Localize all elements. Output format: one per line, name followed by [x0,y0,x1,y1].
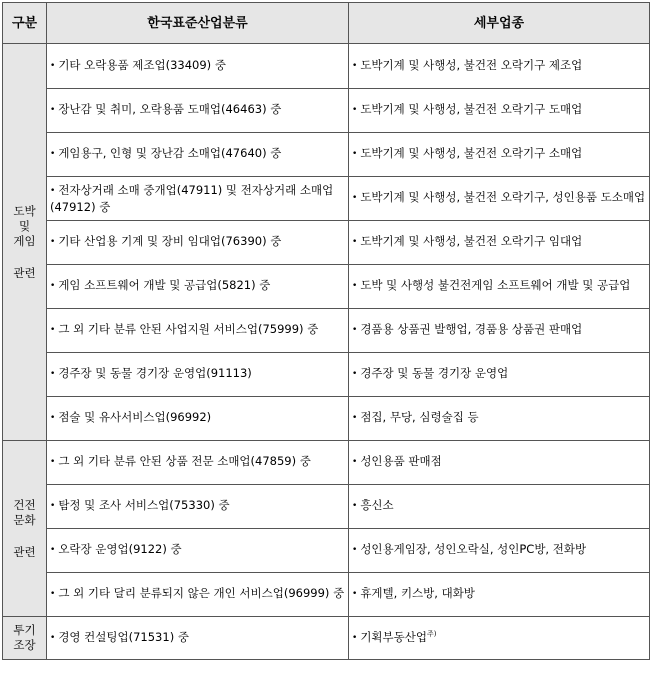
detail-cell: • 경품용 상품권 발행업, 경품용 상품권 판매업 [349,309,650,353]
industry-cell: • 그 외 기타 달리 분류되지 않은 개인 서비스업(96999) 중 [47,573,349,617]
bullet-icon: • [352,501,358,511]
bullet-icon: • [352,60,358,71]
bullet-icon: • [50,237,56,247]
group-label-culture [3,441,47,617]
detail-cell: • 휴게텔, 키스방, 대화방 [349,573,650,617]
detail-cell: • 성인용게임장, 성인오락실, 성인PC방, 전화방 [349,529,650,573]
detail-cell: • 도박기계 및 사행성, 불건전 오락기구 소매업 [349,133,650,177]
industry-cell: • 게임용구, 인형 및 장난감 소매업(47640) 중 [47,133,349,177]
detail-cell: • 도박기계 및 사행성, 불건전 오락기구 제조업 [349,44,650,89]
industry-cell: • 탐정 및 조사 서비스업(75330) 중 [47,485,349,529]
bullet-icon: • [352,193,358,203]
table-row [3,441,650,485]
industry-cell: • 오락장 운영업(9122) 중 [47,529,349,573]
table-row [3,89,650,133]
group-label-line: 문화 [13,512,36,527]
bullet-icon: • [50,501,56,511]
detail-cell: • 도박 및 사행성 불건전게임 소프트웨어 개발 및 공급업 [349,265,650,309]
table-row [3,309,650,353]
bullet-icon: • [50,632,56,643]
group-label-line: 관련 [13,544,36,559]
footnote-mark: 주) [426,629,437,638]
industry-classification-table [2,2,650,660]
bullet-icon: • [352,149,358,159]
detail-cell: • 도박기계 및 사행성, 불건전 오락기구 도매업 [349,89,650,133]
industry-cell: • 기타 오락용품 제조업(33409) 중 [47,44,349,89]
detail-cell: • 도박기계 및 사행성, 불건전 오락기구 임대업 [349,221,650,265]
bullet-icon: • [352,545,358,555]
table-row [3,133,650,177]
table-row [3,44,650,89]
industry-cell: • 경주장 및 동물 경기장 운영업(91113) [47,353,349,397]
bullet-icon: • [352,281,358,291]
bullet-icon: • [50,413,56,423]
bullet-icon: • [50,545,56,555]
industry-cell: • 게임 소프트웨어 개발 및 공급업(5821) 중 [47,265,349,309]
industry-cell: • 그 외 기타 분류 안된 상품 전문 소매업(47859) 중 [47,441,349,485]
bullet-icon: • [50,149,56,159]
header-detail: 세부업종 [349,3,650,44]
bullet-icon: • [352,105,358,115]
group-label-line: 및 [18,218,31,233]
bullet-icon: • [352,237,358,247]
detail-cell: • 도박기계 및 사행성, 불건전 오락기구, 성인용품 도소매업 [349,177,650,221]
industry-cell: • 그 외 기타 분류 안된 사업지원 서비스업(75999) 중 [47,309,349,353]
bullet-icon: • [352,369,358,379]
table-row [3,177,650,221]
bullet-icon: • [50,589,56,599]
header-category: 구분 [3,3,47,44]
bullet-icon: • [352,632,358,643]
detail-cell: • 기획부동산업$^{주)}$ [349,617,650,660]
bullet-icon: • [50,281,56,291]
detail-cell: • 성인용품 판매점 [349,441,650,485]
bullet-icon: • [352,325,358,335]
bullet-icon: • [50,369,56,379]
table-row [3,485,650,529]
group-label-line: 관련 [13,265,36,280]
industry-cell: • 경영 컨설팅업(71531) 중 [47,617,349,660]
industry-cell: • 점술 및 유사서비스업(96992) [47,397,349,441]
bullet-icon: • [50,325,56,335]
table-row [3,573,650,617]
industry-cell: • 기타 산업용 기계 및 장비 임대업(76390) 중 [47,221,349,265]
industry-cell: • 장난감 및 취미, 오락용품 도매업(46463) 중 [47,89,349,133]
detail-cell: • 경주장 및 동물 경기장 운영업 [349,353,650,397]
group-label-line: 건전 [13,497,36,512]
table-row [3,265,650,309]
bullet-icon: • [50,185,56,196]
table-row [3,397,650,441]
group-label-line: 조장 [13,638,36,652]
group-label-line: 게임 [13,233,36,248]
table-row [3,617,650,660]
table-row [3,221,650,265]
bullet-icon: • [352,589,358,599]
group-label-speculation [3,617,47,660]
group-label-gambling [3,44,47,441]
group-label-line: 도박 [13,203,36,218]
detail-cell: • 흥신소 [349,485,650,529]
table-row [3,353,650,397]
group-label-line: 투기 [13,623,36,637]
bullet-icon: • [50,60,56,71]
detail-cell: • 점집, 무당, 심령술집 등 [349,397,650,441]
bullet-icon: • [50,105,56,115]
header-row [3,3,650,44]
table-row [3,529,650,573]
bullet-icon: • [352,413,358,423]
industry-cell: • 전자상거래 소매 중개업(47911) 및 전자상거래 소매업(47912) 중 [47,177,349,221]
bullet-icon: • [50,457,56,467]
bullet-icon: • [352,457,358,467]
header-ksic: 한국표준산업분류 [47,3,349,44]
